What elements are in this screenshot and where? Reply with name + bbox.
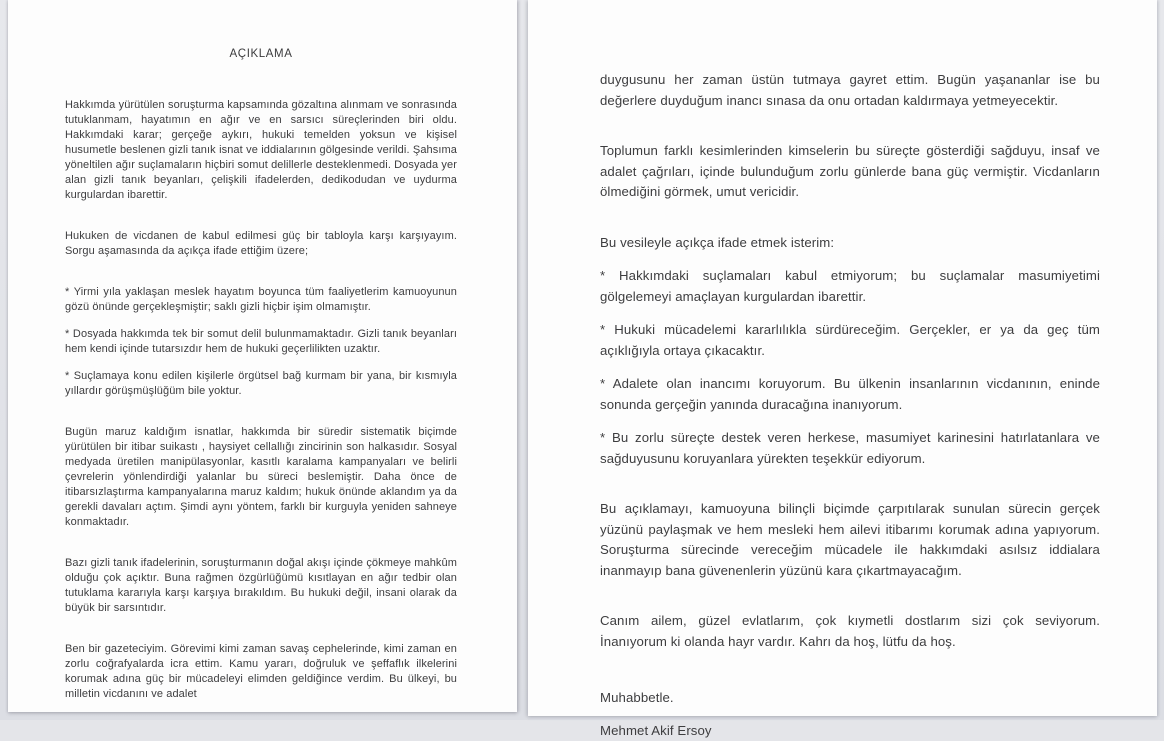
bullet-item: * Bu zorlu süreçte destek veren herkese, masumiyet karinesini hatırlatanlara ve sağduyusunu koruyanlara yürekten teşekkür ediyorum. bbox=[600, 428, 1100, 469]
paragraph: duygusunu her zaman üstün tutmaya gayret ettim. Bugün yaşananlar ise bu değerlere duyduğum inancı sınasa da onu ortadan kaldırmaya yetmeyecektir. bbox=[600, 70, 1100, 111]
right-page-body bbox=[600, 70, 1100, 741]
right-page bbox=[528, 0, 1157, 716]
left-page bbox=[8, 0, 517, 712]
paragraph: Hakkımda yürütülen soruşturma kapsamında gözaltına alınmam ve sonrasında tutuklanmam, hayatımın en ağır ve en sarsıcı süreçlerinden biri oldu. Hakkımdaki karar; gerçeğe aykırı, hukuki temelden yoksun ve kişisel husumetle beslenen gizli tanık isnat ve iddialarının gölgesinde verildi. Şahsıma yöneltilen ağır suçlamaların hiçbiri somut delillerle desteklenmedi. Dosyada yer alan gizli tanık beyanları, çelişkili ifadelerden, dedikodudan ve uydurma kurgulardan ibarettir. bbox=[65, 98, 457, 203]
bullet-item: * Hakkımdaki suçlamaları kabul etmiyorum; bu suçlamalar masumiyetimi gölgelemeyi amaçlayan kurgulardan ibarettir. bbox=[600, 266, 1100, 307]
signature-name: Mehmet Akif Ersoy bbox=[600, 721, 1100, 741]
paragraph: Bu açıklamayı, kamuoyuna bilinçli biçimde çarpıtılarak sunulan sürecin gerçek yüzünü paylaşmak ve hem mesleki hem ailevi itibarımı korumak adına yapıyorum. Soruşturma sürecinde vereceğim mücadele ile hakkımdaki asılsız iddialara inanmayıp bana güvenenlerin yüzünü kara çıkartmayacağım. bbox=[600, 499, 1100, 581]
paragraph: Hukuken de vicdanen de kabul edilmesi güç bir tabloyla karşı karşıyayım. Sorgu aşamasında da açıkça ifade ettiğim üzere; bbox=[65, 229, 457, 259]
bullet-item: * Adalete olan inancımı koruyorum. Bu ülkenin insanlarının vicdanının, eninde sonunda gerçeğin yanında duracağına inanıyorum. bbox=[600, 374, 1100, 415]
bullet-item: * Yirmi yıla yaklaşan meslek hayatım boyunca tüm faaliyetlerim kamuoyunun gözü önünde gerçekleşmiştir; saklı gizli hiçbir işim olmamıştır. bbox=[65, 285, 457, 315]
paragraph: Ben bir gazeteciyim. Görevimi kimi zaman savaş cephelerinde, kimi zaman en zorlu coğrafyalarda icra ettim. Kamu yararı, doğruluk ve şeffaflık ilkelerini korumak adına güç bir mücadeleyi elimden geldiğince verdim. Bu ülkeyi, bu milletin vicdanını ve adalet bbox=[65, 642, 457, 702]
paragraph: Bu vesileyle açıkça ifade etmek isterim: bbox=[600, 233, 1100, 254]
closing-salutation: Muhabbetle. bbox=[600, 688, 1100, 709]
paragraph: Canım ailem, güzel evlatlarım, çok kıymetli dostlarım sizi çok seviyorum. İnanıyorum ki olanda hayr vardır. Kahrı da hoş, lütfu da hoş. bbox=[600, 611, 1100, 652]
bullet-item: * Suçlamaya konu edilen kişilerle örgütsel bağ kurmam bir yana, bir kısmıyla yıllardır görüşmüşlüğüm bile yoktur. bbox=[65, 369, 457, 399]
paragraph: Bazı gizli tanık ifadelerinin, soruşturmanın doğal akışı içinde çökmeye mahkûm olduğu çok açıktır. Buna rağmen özgürlüğümü kısıtlayan en ağır tedbir olan tutuklama kararıyla karşı karşıya bırakıldım. Bu hukuki değil, insani olarak da büyük bir sarsıntıdır. bbox=[65, 556, 457, 616]
bullet-item: * Dosyada hakkımda tek bir somut delil bulunmamaktadır. Gizli tanık beyanları hem kendi içinde tutarsızdır hem de hukuki geçerlilikten uzaktır. bbox=[65, 327, 457, 357]
page-title: AÇIKLAMA bbox=[65, 48, 457, 60]
left-page-body bbox=[65, 98, 457, 702]
paragraph: Toplumun farklı kesimlerinden kimselerin bu süreçte gösterdiği sağduyu, insaf ve adalet çağrıları, içinde bulunduğum zorlu günlerde bana güç vermiştir. Vicdanların ölmediğini görmek, umut vericidir. bbox=[600, 141, 1100, 203]
bullet-item: * Hukuki mücadelemi kararlılıkla sürdüreceğim. Gerçekler, er ya da geç tüm açıklığıyla ortaya çıkacaktır. bbox=[600, 320, 1100, 361]
paragraph: Bugün maruz kaldığım isnatlar, hakkımda bir süredir sistematik biçimde yürütülen bir itibar suikastı , haysiyet cellallığı zincirinin son halkasıdır. Sosyal medyada üretilen manipülasyonlar, kasıtlı karalama kampanyaları ve belirli çevrelerin yönlendirdiği yalanlar bu süreci beslemiştir. Daha önce de itibarsızlaştırma kampanyalarına maruz kaldım; hukuk önünde aklandım ya da gerekli davaları açtım. Şimdi aynı yöntem, farklı bir kurguyla yeniden sahneye konmaktadır. bbox=[65, 425, 457, 530]
